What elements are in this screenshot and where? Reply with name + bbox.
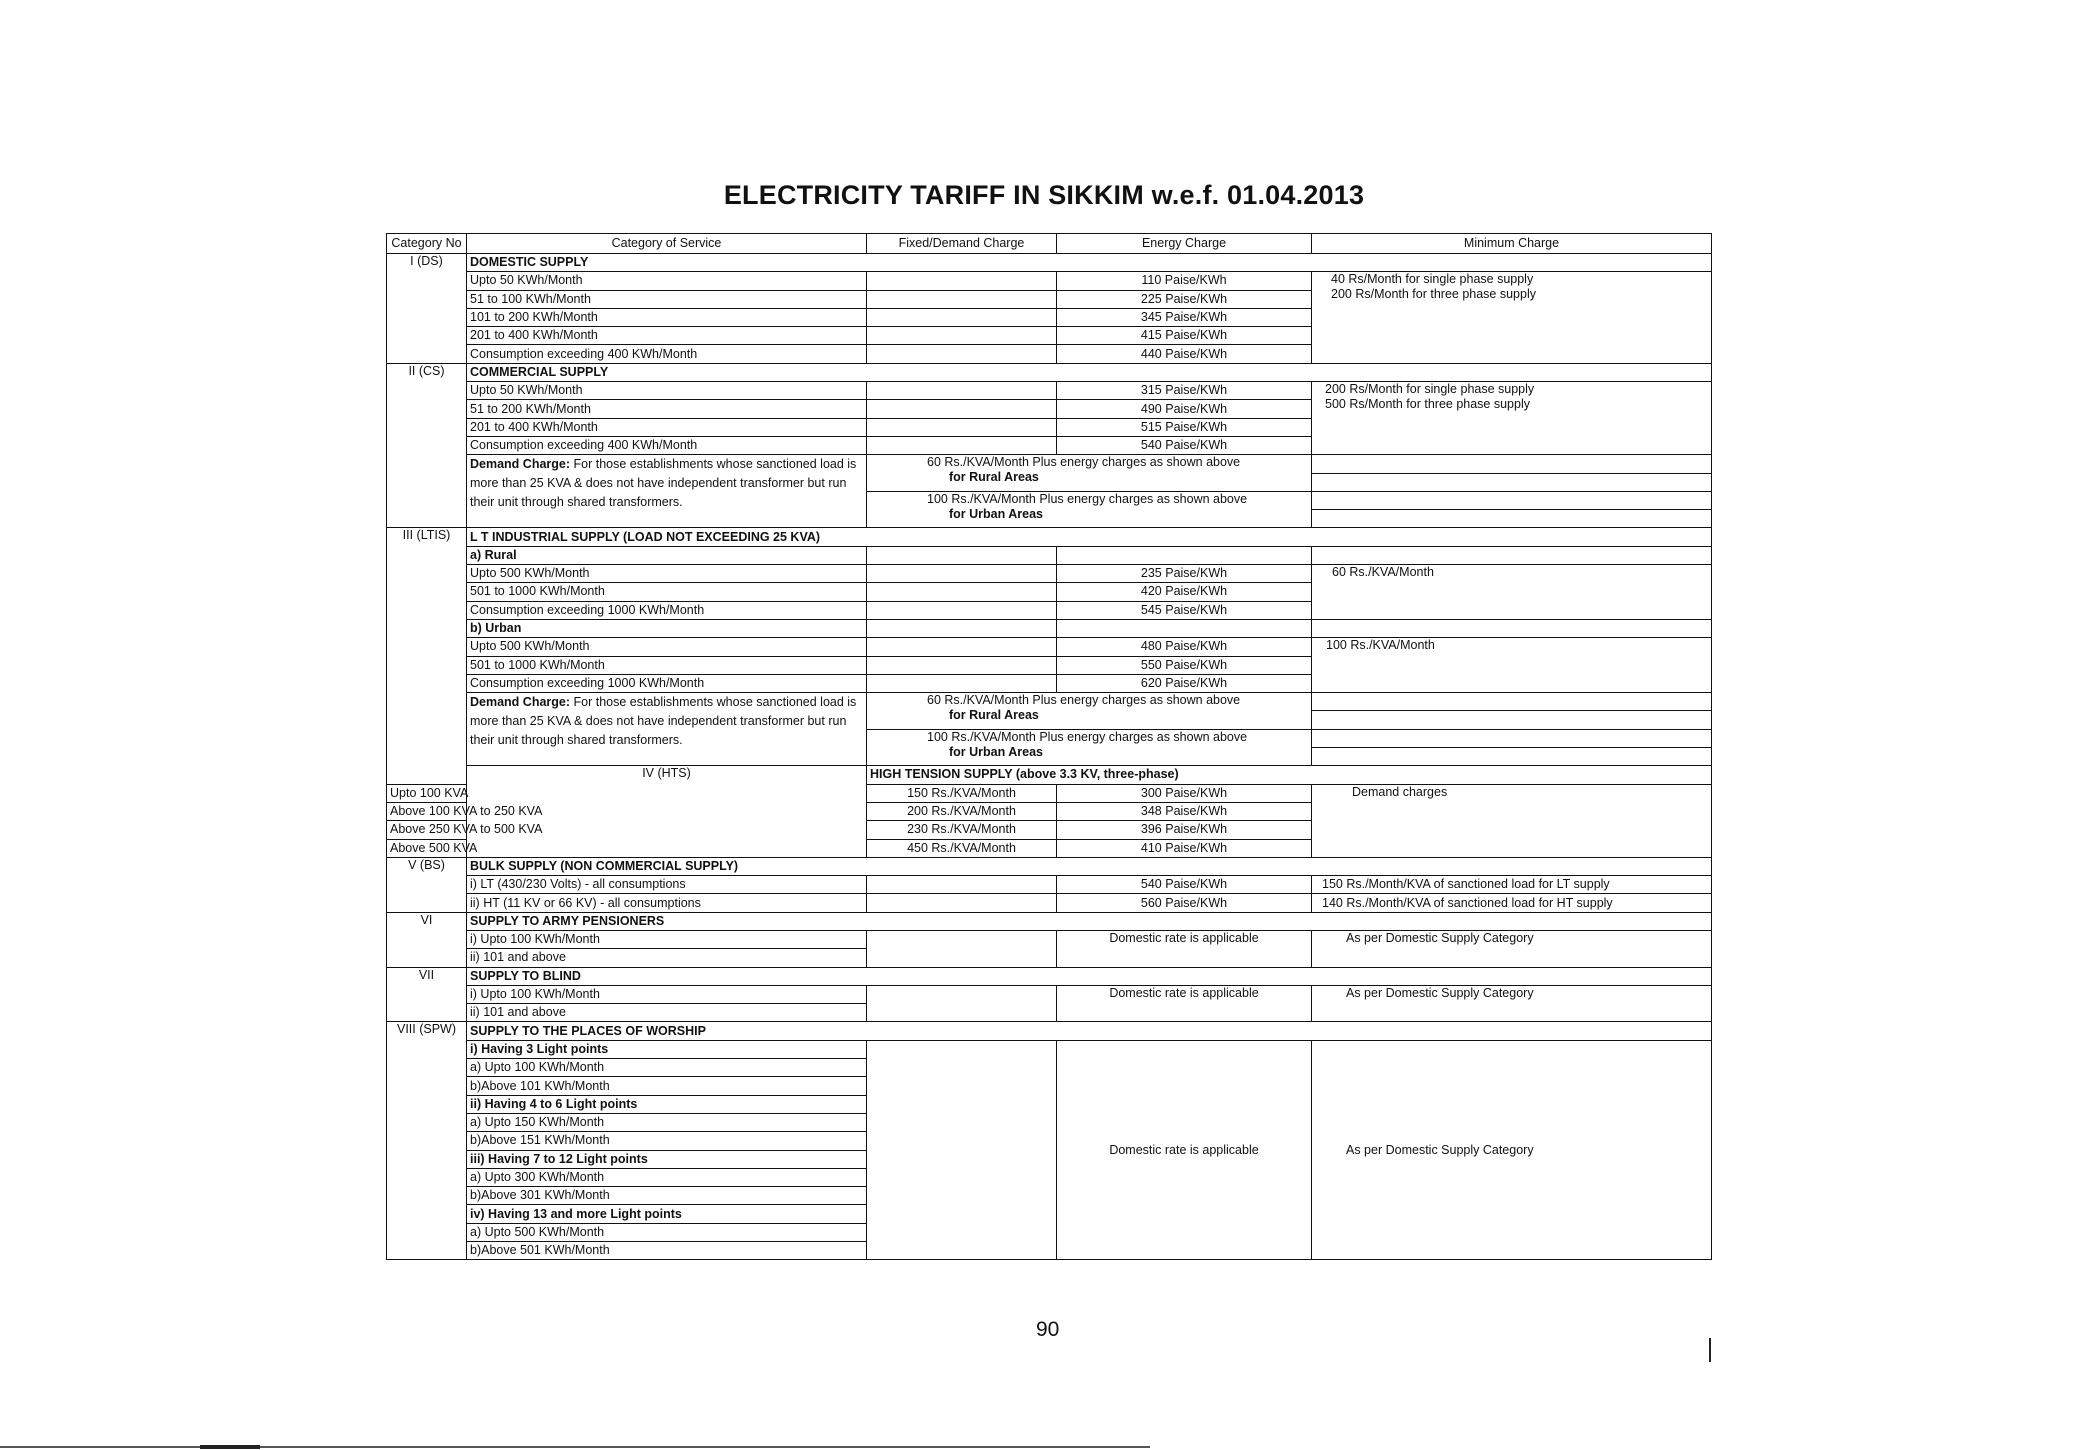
service-label: a) Upto 150 KWh/Month <box>467 1113 867 1131</box>
minimum-charge: 100 Rs./KVA/Month <box>1312 638 1712 693</box>
subsection-row <box>387 546 1712 564</box>
service-label: b)Above 151 KWh/Month <box>467 1132 867 1150</box>
energy-charge: 110 Paise/KWh <box>1057 272 1312 290</box>
fixed-charge-cell <box>867 930 1057 967</box>
service-label: Above 100 KVA to 250 KVA <box>387 802 467 820</box>
section-title-row <box>387 967 1712 985</box>
table-row <box>387 1040 1712 1058</box>
fixed-charge-cell <box>867 985 1057 1022</box>
minimum-charge: 150 Rs./Month/KVA of sanctioned load for LT supply <box>1312 876 1712 894</box>
demand-area-label: for Urban Areas <box>949 744 1044 759</box>
energy-charge: 490 Paise/KWh <box>1057 400 1312 418</box>
service-label: Consumption exceeding 400 KWh/Month <box>467 345 867 363</box>
service-label: i) LT (430/230 Volts) - all consumptions <box>467 876 867 894</box>
table-row <box>387 985 1712 1003</box>
demand-area-label: for Rural Areas <box>949 708 1039 723</box>
demand-charge-text: For those establishments whose sanctioned load is more than 25 KVA & does not have independent transformer but run their unit through shared transformers. <box>470 457 857 510</box>
service-label: Upto 500 KWh/Month <box>467 565 867 583</box>
energy-charge: Domestic rate is applicable <box>1057 930 1312 967</box>
energy-charge: 225 Paise/KWh <box>1057 290 1312 308</box>
service-label: Upto 50 KWh/Month <box>467 272 867 290</box>
category-number: II (CS) <box>387 363 467 528</box>
service-label: a) Upto 500 KWh/Month <box>467 1223 867 1241</box>
fixed-charge-cell <box>867 436 1057 454</box>
fixed-charge-cell <box>867 583 1057 601</box>
fixed-charge-cell <box>867 345 1057 363</box>
service-label: i) Upto 100 KWh/Month <box>467 930 867 948</box>
service-label: iv) Having 13 and more Light points <box>467 1205 867 1223</box>
bottom-rule <box>0 1446 1150 1448</box>
header-energy-charge: Energy Charge <box>1057 234 1312 254</box>
fixed-charge-cell <box>867 619 1057 637</box>
fixed-charge-cell <box>867 327 1057 345</box>
demand-rate-rural <box>867 693 1312 730</box>
energy-charge-cell <box>1057 546 1312 564</box>
category-number: VIII (SPW) <box>387 1022 467 1260</box>
minimum-charge-cell <box>1312 455 1712 473</box>
table-row <box>387 638 1712 656</box>
section-title-row <box>387 254 1712 272</box>
subsection-row <box>387 619 1712 637</box>
minimum-charge: As per Domestic Supply Category <box>1312 1040 1712 1260</box>
table-row <box>387 565 1712 583</box>
service-label: 501 to 1000 KWh/Month <box>467 583 867 601</box>
minimum-charge-line: 200 Rs/Month for three phase supply <box>1331 287 1536 302</box>
fixed-charge-cell <box>867 400 1057 418</box>
demand-rate-text: 100 Rs./KVA/Month Plus energy charges as shown above <box>927 491 1248 506</box>
service-label: b)Above 501 KWh/Month <box>467 1242 867 1260</box>
energy-charge: 315 Paise/KWh <box>1057 382 1312 400</box>
table-row <box>387 894 1712 912</box>
fixed-charge-cell <box>867 1040 1057 1260</box>
section-title-row <box>387 528 1712 546</box>
fixed-charge-cell <box>867 894 1057 912</box>
minimum-charge-line: 500 Rs/Month for three phase supply <box>1325 397 1530 412</box>
minimum-charge-cell <box>1312 693 1712 711</box>
fixed-charge-cell <box>867 674 1057 692</box>
page-title: ELECTRICITY TARIFF IN SIKKIM w.e.f. 01.04.2013 <box>723 180 1365 210</box>
energy-charge: 235 Paise/KWh <box>1057 565 1312 583</box>
tariff-table <box>386 233 1712 1260</box>
minimum-charge-cell <box>1312 272 1712 363</box>
energy-charge-cell <box>1057 619 1312 637</box>
minimum-charge-cell <box>1312 748 1712 766</box>
table-row <box>387 272 1712 290</box>
category-number: I (DS) <box>387 254 467 364</box>
table-row <box>387 382 1712 400</box>
minimum-charge: As per Domestic Supply Category <box>1312 930 1712 967</box>
category-number: VI <box>387 912 467 967</box>
fixed-charge-cell <box>867 876 1057 894</box>
fixed-charge-cell <box>867 290 1057 308</box>
service-label: 201 to 400 KWh/Month <box>467 418 867 436</box>
energy-charge: 420 Paise/KWh <box>1057 583 1312 601</box>
energy-charge: 550 Paise/KWh <box>1057 656 1312 674</box>
service-label: Consumption exceeding 1000 KWh/Month <box>467 601 867 619</box>
section-title: BULK SUPPLY (NON COMMERCIAL SUPPLY) <box>467 857 1712 875</box>
minimum-charge-cell <box>1312 510 1712 528</box>
margin-tick-mark <box>1709 1338 1711 1362</box>
subsection-label: a) Rural <box>467 546 867 564</box>
section-title: HIGH TENSION SUPPLY (above 3.3 KV, three-phase) <box>867 766 1712 784</box>
service-label: ii) 101 and above <box>467 949 867 967</box>
demand-rate-text: 60 Rs./KVA/Month Plus energy charges as shown above <box>927 693 1241 708</box>
service-label: 101 to 200 KWh/Month <box>467 308 867 326</box>
service-label: i) Upto 100 KWh/Month <box>467 985 867 1003</box>
demand-charge-row <box>387 455 1712 473</box>
service-label: Upto 50 KWh/Month <box>467 382 867 400</box>
demand-area-label: for Rural Areas <box>949 470 1039 485</box>
header-category-no: Category No <box>387 234 467 254</box>
demand-rate-urban <box>867 729 1312 766</box>
service-label: ii) Having 4 to 6 Light points <box>467 1095 867 1113</box>
minimum-charge-cell <box>1312 546 1712 564</box>
section-title-row <box>387 766 1712 784</box>
service-label: a) Upto 300 KWh/Month <box>467 1168 867 1186</box>
service-label: 51 to 100 KWh/Month <box>467 290 867 308</box>
service-label: Upto 100 KVA <box>387 784 467 802</box>
energy-charge: 415 Paise/KWh <box>1057 327 1312 345</box>
category-number: III (LTIS) <box>387 528 467 784</box>
demand-charge-row <box>387 693 1712 711</box>
service-label: Upto 500 KWh/Month <box>467 638 867 656</box>
demand-charge-label: Demand Charge: <box>470 695 571 710</box>
service-label: i) Having 3 Light points <box>467 1040 867 1058</box>
demand-rate-text: 60 Rs./KVA/Month Plus energy charges as shown above <box>927 455 1241 470</box>
category-number: VII <box>387 967 467 1022</box>
demand-charge-label: Demand Charge: <box>470 457 571 472</box>
service-label: ii) HT (11 KV or 66 KV) - all consumptions <box>467 894 867 912</box>
minimum-charge-cell <box>1312 382 1712 455</box>
fixed-charge-cell <box>867 565 1057 583</box>
service-label: b)Above 101 KWh/Month <box>467 1077 867 1095</box>
section-title: L T INDUSTRIAL SUPPLY (LOAD NOT EXCEEDING 25 KVA) <box>467 528 1712 546</box>
demand-rate-text: 100 Rs./KVA/Month Plus energy charges as shown above <box>927 729 1248 744</box>
service-label: Above 250 KVA to 500 KVA <box>387 821 467 839</box>
category-number: IV (HTS) <box>467 766 867 857</box>
header-row <box>387 234 1712 254</box>
minimum-charge-cell <box>1312 619 1712 637</box>
energy-charge: 410 Paise/KWh <box>1057 839 1312 857</box>
minimum-charge: As per Domestic Supply Category <box>1312 985 1712 1022</box>
service-label: 201 to 400 KWh/Month <box>467 327 867 345</box>
service-label: Above 500 KVA <box>387 839 467 857</box>
energy-charge: 480 Paise/KWh <box>1057 638 1312 656</box>
demand-charge-text: For those establishments whose sanctioned load is more than 25 KVA & does not have independent transformer but run their unit through shared transformers. <box>470 695 857 748</box>
section-title-row <box>387 363 1712 381</box>
service-label: 501 to 1000 KWh/Month <box>467 656 867 674</box>
energy-charge: 560 Paise/KWh <box>1057 894 1312 912</box>
header-fixed-demand-charge: Fixed/Demand Charge <box>867 234 1057 254</box>
fixed-charge: 230 Rs./KVA/Month <box>867 821 1057 839</box>
category-number: V (BS) <box>387 857 467 912</box>
service-label: Consumption exceeding 1000 KWh/Month <box>467 674 867 692</box>
energy-charge: 300 Paise/KWh <box>1057 784 1312 802</box>
minimum-charge-line: 40 Rs/Month for single phase supply <box>1331 272 1534 287</box>
minimum-charge: 140 Rs./Month/KVA of sanctioned load for HT supply <box>1312 894 1712 912</box>
service-label: iii) Having 7 to 12 Light points <box>467 1150 867 1168</box>
section-title: SUPPLY TO ARMY PENSIONERS <box>467 912 1712 930</box>
fixed-charge-cell <box>867 656 1057 674</box>
minimum-charge: 60 Rs./KVA/Month <box>1312 565 1712 620</box>
demand-area-label: for Urban Areas <box>949 506 1044 521</box>
fixed-charge: 200 Rs./KVA/Month <box>867 802 1057 820</box>
demand-rate-urban <box>867 491 1312 528</box>
bottom-rule-mark <box>200 1445 260 1449</box>
service-label: Consumption exceeding 400 KWh/Month <box>467 436 867 454</box>
header-minimum-charge: Minimum Charge <box>1312 234 1712 254</box>
energy-charge: 620 Paise/KWh <box>1057 674 1312 692</box>
service-label: a) Upto 100 KWh/Month <box>467 1059 867 1077</box>
section-title: COMMERCIAL SUPPLY <box>467 363 1712 381</box>
section-title: DOMESTIC SUPPLY <box>467 254 1712 272</box>
demand-charge-description <box>467 455 867 528</box>
service-label: 51 to 200 KWh/Month <box>467 400 867 418</box>
minimum-charge-cell <box>1312 473 1712 491</box>
minimum-charge-cell <box>1312 729 1712 747</box>
minimum-charge-cell <box>1312 491 1712 509</box>
energy-charge: 396 Paise/KWh <box>1057 821 1312 839</box>
service-label: ii) 101 and above <box>467 1004 867 1022</box>
fixed-charge: 150 Rs./KVA/Month <box>867 784 1057 802</box>
section-title-row <box>387 857 1712 875</box>
table-row <box>387 876 1712 894</box>
minimum-charge-line: 200 Rs/Month for single phase supply <box>1325 382 1535 397</box>
minimum-charge: Demand charges <box>1312 784 1712 857</box>
table-row <box>387 930 1712 948</box>
energy-charge: Domestic rate is applicable <box>1057 1040 1312 1260</box>
page-number: 90 <box>1036 1318 1060 1341</box>
fixed-charge: 450 Rs./KVA/Month <box>867 839 1057 857</box>
fixed-charge-cell <box>867 546 1057 564</box>
demand-rate-rural <box>867 455 1312 492</box>
section-title: SUPPLY TO THE PLACES OF WORSHIP <box>467 1022 1712 1040</box>
energy-charge: 440 Paise/KWh <box>1057 345 1312 363</box>
section-title-row <box>387 1022 1712 1040</box>
subsection-label: b) Urban <box>467 619 867 637</box>
energy-charge: 345 Paise/KWh <box>1057 308 1312 326</box>
service-label: b)Above 301 KWh/Month <box>467 1187 867 1205</box>
energy-charge: 540 Paise/KWh <box>1057 436 1312 454</box>
energy-charge: 515 Paise/KWh <box>1057 418 1312 436</box>
energy-charge: 540 Paise/KWh <box>1057 876 1312 894</box>
fixed-charge-cell <box>867 308 1057 326</box>
section-title: SUPPLY TO BLIND <box>467 967 1712 985</box>
energy-charge: 348 Paise/KWh <box>1057 802 1312 820</box>
header-category-of-service: Category of Service <box>467 234 867 254</box>
section-title-row <box>387 912 1712 930</box>
minimum-charge-cell <box>1312 711 1712 729</box>
fixed-charge-cell <box>867 418 1057 436</box>
energy-charge: 545 Paise/KWh <box>1057 601 1312 619</box>
fixed-charge-cell <box>867 382 1057 400</box>
demand-charge-description <box>467 693 867 766</box>
energy-charge: Domestic rate is applicable <box>1057 985 1312 1022</box>
fixed-charge-cell <box>867 601 1057 619</box>
fixed-charge-cell <box>867 638 1057 656</box>
fixed-charge-cell <box>867 272 1057 290</box>
